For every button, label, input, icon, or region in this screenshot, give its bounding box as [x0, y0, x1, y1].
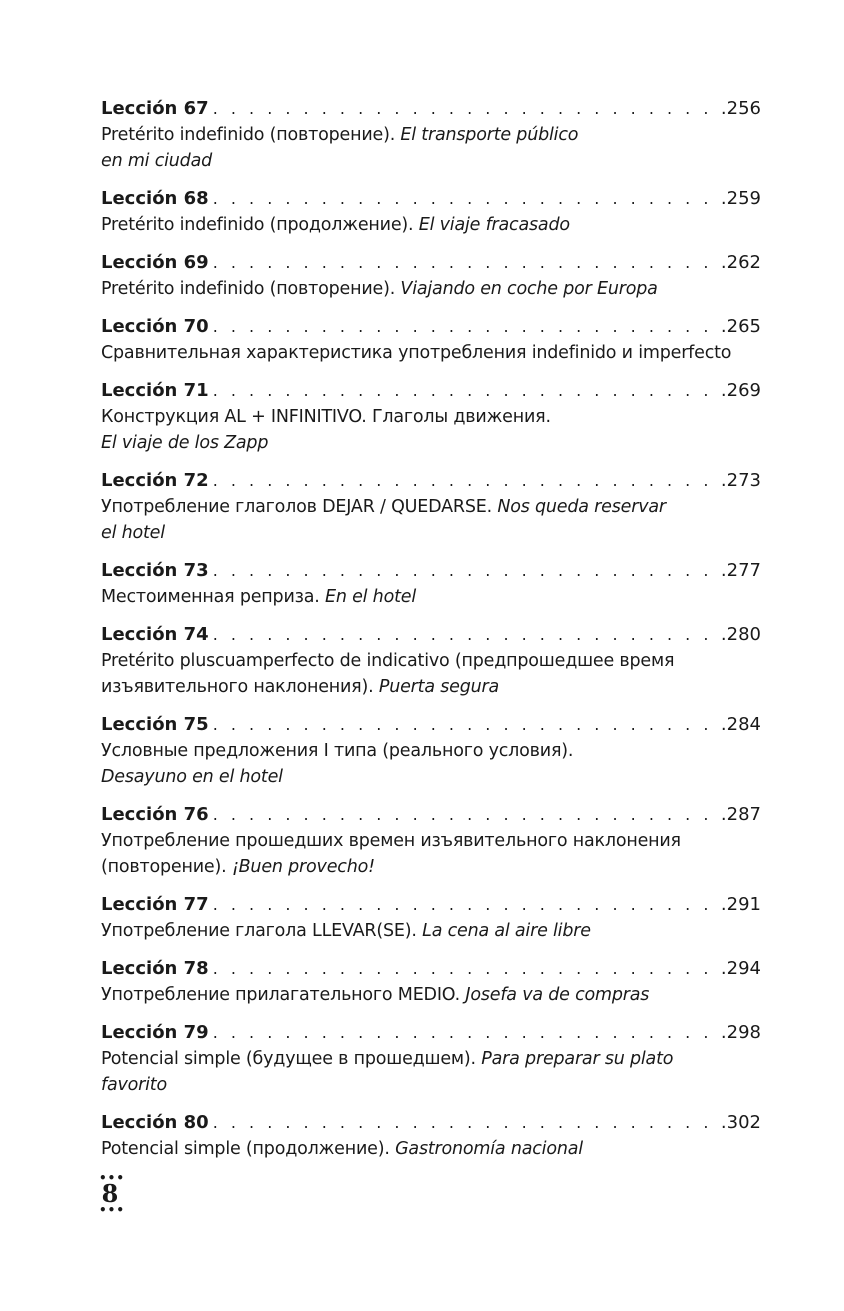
description-text: Употребление глагола LLEVAR(SE). [101, 921, 423, 941]
dot-leader [213, 802, 719, 828]
toc-entry [101, 892, 761, 944]
description-text-line2: изъявительного наклонения). [101, 677, 379, 697]
description-text: Pretérito indefinido (повторение). [101, 125, 401, 145]
description-title-italic: Para preparar su plato [481, 1049, 674, 1069]
description-title-italic: El transporte público [400, 125, 579, 145]
toc-entry-heading [101, 468, 761, 494]
toc-entry [101, 622, 761, 700]
description-text: Местоименная реприза. [101, 587, 325, 607]
dot-leader [213, 622, 719, 648]
lesson-description [101, 122, 761, 174]
description-text: Условные предложения I типа (реального условия). [101, 741, 574, 761]
lesson-label: Lección 72 [101, 470, 209, 491]
page-ref: .284 [720, 714, 761, 735]
table-of-contents [101, 96, 761, 1174]
description-title-italic: La cena al aire libre [422, 921, 591, 941]
toc-entry [101, 1110, 761, 1162]
dot-leader [213, 1110, 719, 1136]
lesson-label: Lección 70 [101, 316, 209, 337]
lesson-description [101, 918, 761, 944]
description-text: Pretérito pluscuamperfecto de indicativo (предпрошедшее время [101, 651, 675, 671]
description-title-italic-line2: favorito [101, 1075, 167, 1095]
toc-entry-heading [101, 558, 761, 584]
page-ref: .259 [720, 188, 761, 209]
toc-entry-heading [101, 314, 761, 340]
dot-leader [213, 712, 719, 738]
dot-leader [213, 558, 719, 584]
toc-entry-heading [101, 186, 761, 212]
toc-entry-heading [101, 622, 761, 648]
dot-leader [213, 250, 719, 276]
description-text: Pretérito indefinido (продолжение). [101, 215, 419, 235]
toc-entry [101, 1020, 761, 1098]
toc-entry-heading [101, 956, 761, 982]
page-ref: .294 [720, 958, 761, 979]
toc-entry [101, 802, 761, 880]
dot-leader [213, 96, 719, 122]
lesson-label: Lección 71 [101, 380, 209, 401]
page-ref: .265 [720, 316, 761, 337]
dot-leader [213, 186, 719, 212]
lesson-description [101, 404, 761, 456]
toc-entry [101, 558, 761, 610]
lesson-label: Lección 76 [101, 804, 209, 825]
toc-entry-heading [101, 892, 761, 918]
description-text: Употребление прошедших времен изъявительного наклонения [101, 831, 681, 851]
description-text: Конструкция AL + INFINITIVO. Глаголы движения. [101, 407, 551, 427]
dot-leader [213, 956, 719, 982]
lesson-description [101, 494, 761, 546]
page-ref: .287 [720, 804, 761, 825]
description-title-italic: Nos queda reservar [497, 497, 666, 517]
toc-entry [101, 712, 761, 790]
toc-entry [101, 250, 761, 302]
description-title-italic-line2: el hotel [101, 523, 165, 543]
description-text: Употребление прилагательного MEDIO. [101, 985, 466, 1005]
folio-dots-bottom: ••• [99, 1203, 126, 1217]
lesson-description [101, 1136, 761, 1162]
description-text: Употребление глаголов DEJAR / QUEDARSE. [101, 497, 498, 517]
toc-entry [101, 378, 761, 456]
lesson-label: Lección 68 [101, 188, 209, 209]
toc-entry-heading [101, 1020, 761, 1046]
page-ref: .291 [720, 894, 761, 915]
page-ref: .269 [720, 380, 761, 401]
description-text: Potencial simple (будущее в прошедшем). [101, 1049, 482, 1069]
description-title-italic-line2: Desayuno en el hotel [101, 767, 283, 787]
dot-leader [213, 1020, 719, 1046]
page-ref: .302 [720, 1112, 761, 1133]
lesson-label: Lección 73 [101, 560, 209, 581]
page-ref: .298 [720, 1022, 761, 1043]
page-ref: .273 [720, 470, 761, 491]
description-title-italic: Gastronomía nacional [395, 1139, 583, 1159]
page-number [99, 1171, 126, 1217]
description-title-italic: Josefa va de compras [465, 985, 650, 1005]
lesson-label: Lección 80 [101, 1112, 209, 1133]
toc-entry [101, 186, 761, 238]
description-text: Potencial simple (продолжение). [101, 1139, 396, 1159]
page-number-value: 8 [101, 1179, 119, 1208]
description-title-italic: El viaje fracasado [418, 215, 570, 235]
lesson-label: Lección 77 [101, 894, 209, 915]
toc-entry [101, 96, 761, 174]
lesson-description [101, 276, 761, 302]
description-title-italic-line2: en mi ciudad [101, 151, 213, 171]
toc-entry-heading [101, 96, 761, 122]
lesson-description [101, 828, 761, 880]
page-ref: .277 [720, 560, 761, 581]
toc-entry-heading [101, 378, 761, 404]
lesson-description [101, 340, 761, 366]
lesson-label: Lección 69 [101, 252, 209, 273]
folio-dots-top: ••• [99, 1171, 126, 1185]
lesson-description [101, 648, 761, 700]
description-title-italic-line2: ¡Buen provecho! [231, 857, 375, 877]
toc-entry [101, 314, 761, 366]
description-title-italic: En el hotel [324, 587, 416, 607]
lesson-label: Lección 79 [101, 1022, 209, 1043]
toc-entry-heading [101, 250, 761, 276]
lesson-label: Lección 75 [101, 714, 209, 735]
toc-entry-heading [101, 1110, 761, 1136]
dot-leader [213, 378, 719, 404]
lesson-description [101, 982, 761, 1008]
description-title-italic: Viajando en coche por Europa [400, 279, 658, 299]
dot-leader [213, 468, 719, 494]
description-title-italic-line2: El viaje de los Zapp [101, 433, 269, 453]
lesson-description [101, 212, 761, 238]
lesson-description [101, 1046, 761, 1098]
toc-entry-heading [101, 802, 761, 828]
description-text: Pretérito indefinido (повторение). [101, 279, 401, 299]
lesson-label: Lección 78 [101, 958, 209, 979]
page-ref: .280 [720, 624, 761, 645]
toc-entry [101, 468, 761, 546]
lesson-description [101, 738, 761, 790]
page-ref: .256 [720, 98, 761, 119]
page-ref: .262 [720, 252, 761, 273]
lesson-label: Lección 67 [101, 98, 209, 119]
toc-entry [101, 956, 761, 1008]
description-text-line2: (повторение). [101, 857, 232, 877]
description-title-italic-line2: Puerta segura [378, 677, 500, 697]
dot-leader [213, 314, 719, 340]
dot-leader [213, 892, 719, 918]
toc-entry-heading [101, 712, 761, 738]
description-text: Сравнительная характеристика употребления indefinido и imperfecto [101, 343, 732, 363]
lesson-description [101, 584, 761, 610]
lesson-label: Lección 74 [101, 624, 209, 645]
